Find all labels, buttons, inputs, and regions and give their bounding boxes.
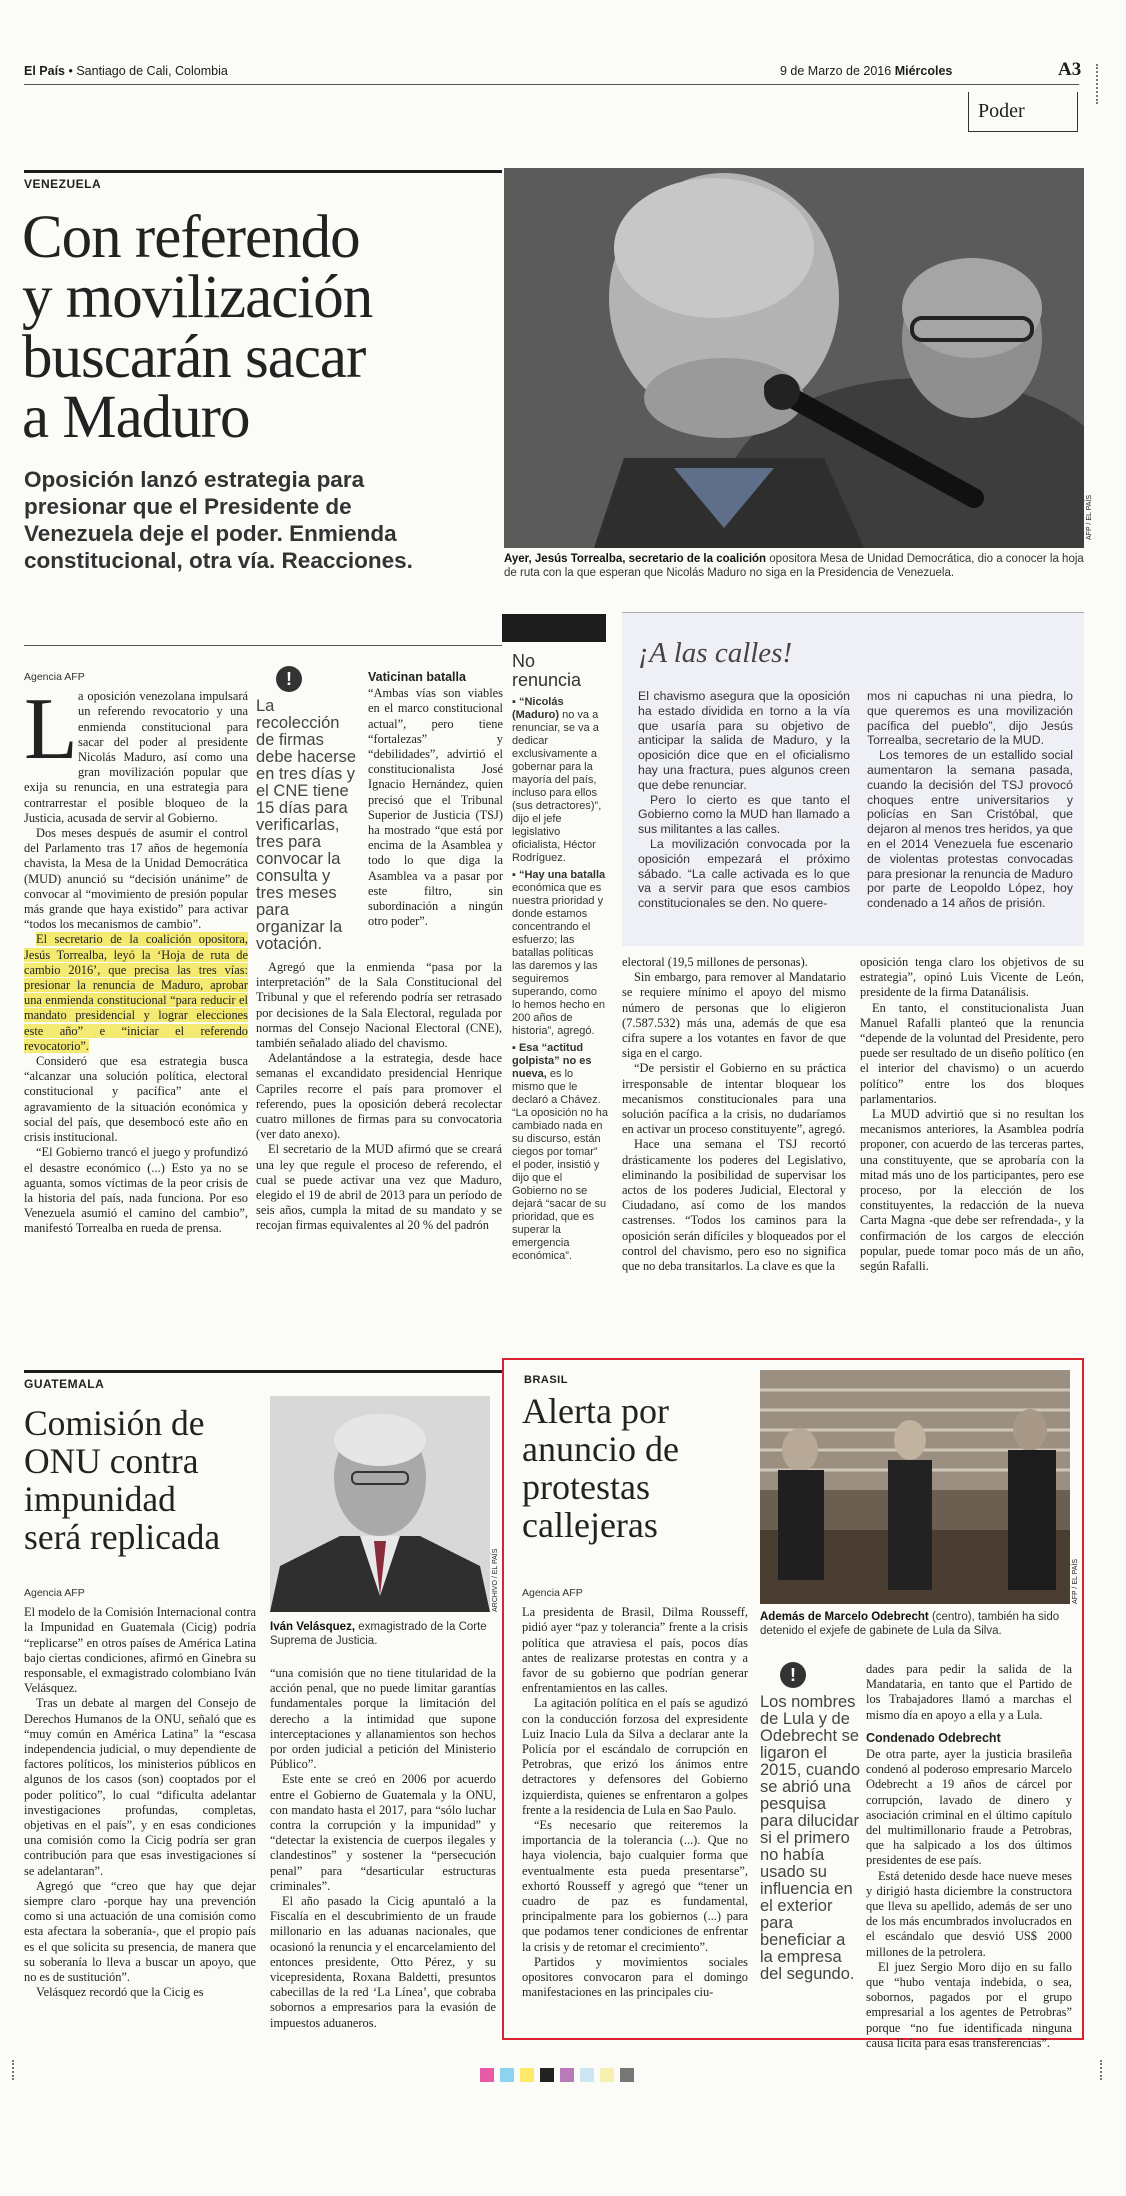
venezuela-column-1 <box>24 670 248 1237</box>
page-date <box>780 64 952 78</box>
paragraph: “Es necesario que reiteremos la importancia de la tolerancia (...). Que no haya violencia, bajo cualquier forma que eventualmente esta pueda presentarse”, exhortó Rousseff y agregó que “tener un cuadro de paz es fundamental, principalmente para los gobiernos (...) para que podamos tener condiciones de enfrentar la crisis y de retomar el crecimiento”. <box>522 1818 748 1954</box>
paragraph: En tanto, el constitucionalista Juan Manuel Rafalli planteó que la renuncia “depende de la voluntad del Presidente, pero puede ser resultado de un diseño político (en el interior del chavismo) o un acuerdo político” entre los dos bloques parlamentarios. <box>860 1000 1084 1106</box>
headline-line: impunidad <box>24 1479 176 1519</box>
venezuela-deck <box>24 466 510 574</box>
page-header <box>24 64 1124 86</box>
headline-line: callejeras <box>522 1505 658 1545</box>
quote-text: Los nombres de Lula y de Odebrecht se ligaron el 2015, cuando se abrió una pesquisa para dilucidar si el primero no había usado su influencia en el exterior para beneficiar a la empresa del segundo. <box>760 1693 861 1983</box>
highlighted-text: El secretario de la coalición opositora, Jesús Torrealba, leyó la ‘Hoja de ruta de cambio 2016’, que precisa las tres vías: presionar la renuncia de Maduro, aprobar una enmienda constitucional “para reducir el mandato presidencial y lograr elecciones este año” e “iniciar el referendo revocatorio”. <box>24 932 248 1053</box>
paragraph: El secretario de la MUD afirmó que se creará una ley que regule el proceso de referendo, el cual se puede activar una vez que Maduro, elegido el 19 de abril de 2013 para un período de seis años, cumpla la mitad de su mandato y se recojan firmas equivalentes al 20 % del padrón <box>256 1142 502 1233</box>
quote-text: La recolección de firmas debe hacerse en tres días y el CNE tiene 15 días para verificarlas, tres para convocar la consulta y tres meses para organizar la votación. <box>256 697 356 953</box>
guatemala-photo-credit: ARCHIVO / EL PAÍS <box>492 1548 499 1612</box>
deck-line: presionar que el Presidente de <box>24 494 352 519</box>
caption-rest: exmagistrado de la Corte Suprema de Justicia. <box>270 1621 487 1647</box>
bullet: ▪ <box>512 1042 519 1054</box>
deck-line: Oposición lanzó estrategia para <box>24 467 365 492</box>
paragraph: oposición tenga claro los objetivos de su estrategia”, opinó Luis Vicente de León, presidente de la firma Datanálisis. <box>860 955 1084 1000</box>
paragraph: mos ni capuchas ni una piedra, lo que queremos es una movilización pacífica del pueblo”, dijo Jesús Torrealba, secretario de la MUD. <box>867 689 1073 748</box>
headline-line: Con referendo <box>22 204 360 271</box>
headline-line: a Maduro <box>22 384 250 451</box>
sidebar-title: No renuncia <box>512 651 582 690</box>
paragraph: Consideró que esa estrategia busca “alcanzar una solución política, electoral constitucional y pacífica” ante el agravamiento de la situación económica y social del país, que desembocó este año en crisis institucional. <box>24 1054 248 1145</box>
color-swatch <box>560 2068 574 2082</box>
paragraph: La MUD advirtió que si no resultan los mecanismos anteriores, la Asamblea podría proponer, con acuerdo de las terceras partes, una constituyente, que se aprobaría con la mitad más uno de los participantes, pero ese proceso, por la elección de los constituyentes, la redacción de la nueva Carta Magna -que debe ser refrendada-, y la confirmación de los cargos de elección popular, puede tomar poco más de un año, según Rafalli. <box>860 1107 1084 1274</box>
sidebar-item <box>512 1042 608 1263</box>
headline-line: Alerta por <box>522 1391 669 1431</box>
subhead: Condenado Odebrecht <box>866 1730 1001 1745</box>
paragraph: Partidos y movimientos sociales opositores convocaron para el domingo manifestaciones en las principales ciu- <box>522 1954 748 2000</box>
venezuela-rule <box>24 645 502 646</box>
paragraph: dades para pedir la salida de la Mandataria, en tanto que el Partido de los Trabajadores llamó a marchas el mismo día en apoyo a ella y a Lula. <box>866 1662 1072 1722</box>
brasil-photo <box>760 1370 1070 1604</box>
venezuela-quote <box>256 666 360 953</box>
brasil-column-1 <box>522 1586 748 2000</box>
guatemala-headline <box>24 1404 264 1556</box>
headline-line: protestas <box>522 1467 650 1507</box>
paragraph: “De persistir el Gobierno en su práctica irresponsable de intentar bloquear los mecanismos constitucionales para una solución pacífica a la crisis, no dudaríamos en activar un proceso constituyente”, agregó. <box>622 1061 846 1137</box>
registration-marks <box>480 2068 650 2082</box>
paragraph: “una comisión que no tiene titularidad de la acción penal, que no puede limitar garantías fundamentales porque la limitación del derecho a la intimidad que supone interceptaciones y allanamientos son hechos por orden judicial a petición del Ministerio Público”. <box>270 1666 496 1772</box>
guatemala-byline: Agencia AFP <box>24 1587 85 1599</box>
deck-line: Venezuela deje el poder. Enmienda <box>24 521 397 546</box>
sidebar-lead: “Hay una batalla <box>518 869 606 881</box>
deck-line: constitucional, otra vía. Reacciones. <box>24 548 413 573</box>
bullet: ▪ <box>512 869 519 881</box>
paragraph: El chavismo asegura que la oposición ha estado dividida en torno a la vía que usaría para su objetivo de anticipar la salida de Maduro, y la oposición dice que en el oficialismo hay una fractura, pues algunos creen que debe renunciar. <box>638 689 850 792</box>
venezuela-kicker: VENEZUELA <box>24 170 502 191</box>
brasil-kicker: BRASIL <box>524 1374 568 1386</box>
caption-bold: Iván Velásquez, <box>270 1621 356 1633</box>
brasil-caption <box>760 1610 1072 1638</box>
color-swatch <box>600 2068 614 2082</box>
paragraph: Este ente se creó en 2006 por acuerdo entre el Gobierno de Guatemala y la ONU, con mandato hasta el 2017, para “sólo luchar contra la corrupción y la impunidad” y “detectar la existencia de cuerpos ilegales y clandestinos” y sostener la “persecución penal” para “desarticular estructuras criminales”. <box>270 1772 496 1893</box>
bullet: ▪ <box>512 696 519 708</box>
quote-mark-icon: ! <box>276 666 302 692</box>
paragraph: Dos meses después de asumir el control del Parlamento tras 17 años de hegemonía chavista, la Mesa de la Unidad Democrática (MUD) anunció su “decisión unánime” de convocar al “movimiento de presión popular más grande que haya existido” para activar “todos los mecanismos de cambio”. <box>24 826 248 932</box>
brasil-byline: Agencia AFP <box>522 1587 583 1599</box>
headline-line: buscarán sacar <box>22 324 366 391</box>
brasil-quote <box>760 1662 860 1983</box>
paragraph: De otra parte, ayer la justicia brasileña condenó al poderoso empresario Marcelo Odebrecht a 19 años de cárcel por corrupción, lavado de dinero y asociación criminal en el último capítulo del multimillonario fraude a Petrobras, que ha salpicado a los dos últimos presidentes de ese país. <box>866 1747 1072 1868</box>
paragraph: Agregó que la enmienda “pasa por la interpretación” de la Sala Constitucional del Tribunal y que el referendo podría ser retrasado por decisiones de la Sala Electoral, regulada por normas del Consejo Nacional Electoral (CNE), también señalado aliado del chavismo. <box>256 960 502 1051</box>
headline-line: anuncio de <box>522 1429 679 1469</box>
brasil-headline <box>522 1392 752 1544</box>
venezuela-column-3-cont <box>256 960 502 1234</box>
color-swatch <box>520 2068 534 2082</box>
quote-mark-icon: ! <box>780 1662 806 1688</box>
venezuela-photo <box>504 168 1084 548</box>
sidebar-text: económica que es nuestra prioridad y donde estamos concentrando el esfuerzo; las batallas políticas las daremos y las seguiremos superando, como lo hemos hecho en 200 años de historia”, agregó. <box>512 882 605 1037</box>
paragraph: Velásquez recordó que la Cicig es <box>36 1985 204 2000</box>
sidebar-item <box>512 869 608 1038</box>
color-swatch <box>620 2068 634 2082</box>
caption-rest: (centro), también ha sido detenido el exjefe de gabinete de Lula da Silva. <box>760 1611 1060 1637</box>
paragraph: “Ambas vías son viables en el marco constitucional actual”, pero tiene “fortalezas” y “debilidades”, advirtió el constitucionalista José Ignacio Hernández, quien precisó que el Tribunal Superior de Justicia (TSJ) ha mostrado “que está por encima de la Asamblea y todo lo que diga la Asamblea va a pasar por este filtro, sin subordinación a ningún otro poder”. <box>368 686 503 929</box>
venezuela-headline <box>22 204 512 451</box>
sidebar-text: es lo mismo que le declaró a Chávez. “La oposición no ha cambiado nada en su discurso, están ciegos por tomar” el poder, insistió y dijo que el Gobierno no se dejará “sacar de su prioridad, que es superar la emergencia económica”. <box>512 1068 609 1262</box>
paragraph: Tras un debate al margen del Consejo de Derechos Humanos de la ONU, señaló que es “muy común en América Latina” la “escasa independencia judicial, o muy dependiente de factores políticos, los ministerios públicos en algunos de los casos (son) cooptados por el poder político”, lo cual “dificulta adelantar investigaciones profundas, completas, objetivas en el país”, y en esas condiciones una comisión como la Cicig podría ser gran contribución para que esas investigaciones sí se adelantaran”. <box>24 1696 256 1878</box>
bottom-margin-dots <box>12 2060 14 2080</box>
torrealba-photo-illustration <box>504 168 1084 548</box>
a-las-calles-box <box>622 612 1084 946</box>
venezuela-column-5 <box>622 955 846 1274</box>
paragraph: El modelo de la Comisión Internacional contra la Impunidad en Guatemala (Cicig) podría “replicarse” en otros países de América Latina bajo ciertas condiciones, afirmó en Ginebra su responsable, el exmagistrado colombiano Iván Velásquez. <box>24 1605 256 1696</box>
sidebar-rule <box>502 614 606 642</box>
velasquez-photo-illustration <box>270 1396 490 1612</box>
caption-rest: opositora Mesa de Unidad Democrática, dio a conocer la hoja de ruta con la que esperan que Nicolás Maduro no siga en la Presidencia de Venezuela. <box>504 553 1084 579</box>
venezuela-column-6 <box>860 955 1084 1274</box>
sidebar-lead: “Nicolás (Maduro) <box>512 696 564 721</box>
margin-dots <box>1096 64 1100 104</box>
caption-bold: Ayer, Jesús Torrealba, secretario de la coalición <box>504 553 767 565</box>
guatemala-kicker: GUATEMALA <box>24 1370 502 1391</box>
headline-line: ONU contra <box>24 1441 199 1481</box>
venezuela-caption <box>504 552 1084 580</box>
paragraph: El juez Sergio Moro dijo en su fallo que “hubo ventaja indebida, o sea, sobornos, pagados por el grupo empresarial a los agentes de Petrobras” porque “no fue identificada ninguna causa lícita para esas transferencias”. <box>866 1959 1072 2050</box>
paragraph: Hace una semana el TSJ recortó drásticamente los poderes del Legislativo, eliminando la posibilidad de supervisar los actos de los poderes Judicial, Electoral y Ciudadano, así como de los mandos castrenses. “Todos los caminos para la oposición serán difíciles y bloqueados por el control del chavismo, pero eso no significa que no deba transitarlos. La clave es que la <box>622 1137 846 1274</box>
box-column-2 <box>867 689 1073 911</box>
color-swatch <box>580 2068 594 2082</box>
venezuela-photo-credit: AFP / EL PAÍS <box>1086 494 1093 540</box>
brasil-photo-credit: AFP / EL PAÍS <box>1072 1558 1079 1604</box>
paragraph: La presidenta de Brasil, Dilma Rousseff, pidió ayer “paz y tolerancia” frente a la crisis política que atraviesa el país, pocos días antes de realizarse protestas en contra y a favor de su gobierno que podrían generar enfrentamientos en las calles. <box>522 1605 748 1696</box>
paper-location: Santiago de Cali, Colombia <box>76 64 228 78</box>
weekday-text: Miércoles <box>894 64 953 78</box>
brasil-column-3 <box>866 1662 1072 2051</box>
header-rule <box>24 84 1079 85</box>
venezuela-column-3 <box>368 670 503 929</box>
paragraph: La movilización convocada por la oposición empezará el próximo sábado. “La calle activada es lo que va a servir para que esos cambios constitucionales se den. No quere- <box>638 836 850 911</box>
venezuela-byline: Agencia AFP <box>24 671 85 683</box>
bottom-right-dots <box>1100 2060 1102 2080</box>
header-sep: • <box>68 64 77 78</box>
color-swatch <box>500 2068 514 2082</box>
drop-cap: L <box>24 681 78 779</box>
odebrecht-photo-illustration <box>760 1370 1070 1604</box>
guatemala-photo <box>270 1396 490 1612</box>
box-column-1 <box>638 689 850 911</box>
subhead: Vaticinan batalla <box>368 670 466 684</box>
paragraph: Adelantándose a la estrategia, desde hace semanas el excandidato presidencial Henrique Capriles recorre el país para promover el referendo, pues la oposición deberá recolectar cuatro millones de firmas para su convocatoria (ver dato anexo). <box>256 1051 502 1142</box>
paper-name: El País <box>24 64 65 78</box>
color-swatch <box>480 2068 494 2082</box>
no-renuncia-sidebar <box>512 696 608 1263</box>
paragraph: “El Gobierno trancó el juego y profundizó el desastre económico (...) Esto ya no se aguanta, somos víctimas de la peor crisis de la historia del país, nada funciona. Por eso Venezuela asumió el camino del cambio”, manifestó Torrealba en rueda de prensa. <box>24 1145 248 1236</box>
headline-line: Comisión de <box>24 1403 205 1443</box>
paragraph: El año pasado la Cicig apuntaló a la Fiscalía en el descubrimiento de un fraude millonario en las aduanas nacionales, que ocasionó la renuncia y el encarcelamiento del entonces presidente, Otto Pérez, y su vicepresidenta, Roxana Baldetti, presuntos cabecillas de la red ‘La Línea’, que cobraba sobornos a empresarios para la evasión de impuestos aduaneros. <box>270 1894 496 2030</box>
sidebar-item <box>512 696 608 865</box>
guatemala-caption <box>270 1620 490 1648</box>
sidebar-lead: Esa “actitud golpista” no es nueva, <box>512 1042 592 1080</box>
headline-line: será replicada <box>24 1517 221 1557</box>
paragraph: Está detenido desde hace nueve meses y dirigió hasta diciembre la constructora que lleva su apellido, además de ser uno de los más encumbrados involucrados en el escándalo que desvió US$ 2000 millones de la petrolera. <box>866 1868 1072 1959</box>
section-name: Poder <box>978 100 1025 122</box>
guatemala-column-1 <box>24 1586 256 2000</box>
caption-bold: Además de Marcelo Odebrecht <box>760 1611 929 1623</box>
paragraph: Los temores de un estallido social aumentaron la semana pasada, cuando la decisión del TSJ provocó choques entre universitarios y policías en San Cristóbal, que dejaron al menos tres heridos, ya que en el 2014 Venezuela fue escenario de violentas protestas convocadas para presionar la renuncia de Maduro por parte de Leopoldo López, hoy condenado a 14 años de prisión. <box>867 748 1073 911</box>
page-number: A3 <box>1058 59 1082 80</box>
paragraph: a oposición venezolana impulsará un referendo revocatorio y una enmienda constitucional para sacar del poder al presidente Nicolás Maduro, así como una gran movilización popular que exija su renuncia, en una estrategia para contrarrestar el posible bloqueo de la Justicia, acusada de servir al Gobierno. <box>24 689 248 825</box>
color-swatch <box>540 2068 554 2082</box>
paragraph: Sin embargo, para remover al Mandatario se requiere mínimo el apoyo del mismo número de personas que lo eligieron (7.587.532) más una, además de que esa cifra supere a los votantes en favor de que siga en el cargo. <box>622 970 846 1061</box>
date-text: 9 de Marzo de 2016 <box>780 64 892 78</box>
paragraph: Agregó que “creo que hay que dejar siempre claro -porque hay una prevención como si una actuación de una comisión como esta afectara la soberanía-, que el propio país es el que solicita su presencia, de manera que su soberanía lo lleva a buscar un apoyo, que no es de sustitución”. <box>24 1878 256 1985</box>
paragraph: Pero lo cierto es que tanto el Gobierno como la MUD han llamado a sus militantes a las calles. <box>638 792 850 837</box>
paragraph: La agitación política en el país se agudizó con la conducción forzosa del expresidente Luiz Inacio Lula da Silva a declarar ante la Policía por el escándalo de corrupción en Petrobras, que erizó los ánimos entre detractores y defensores del Gobierno izquierdista, quienes se enfrentaron a golpes frente a la residencia de Lula en Sao Paulo. <box>522 1696 748 1817</box>
paragraph <box>24 932 248 1054</box>
sidebar-text: no va a renunciar, se va a dedicar exclusivamente a gobernar para la mayoría del país, incluso para ellos (sus detractores)”, dijo el jefe legislativo oficialista, Héctor Rodríguez. <box>512 709 602 864</box>
headline-line: y movilización <box>22 264 373 331</box>
box-title: ¡A las calles! <box>638 637 793 669</box>
guatemala-column-2 <box>270 1666 496 2031</box>
paragraph: electoral (19,5 millones de personas). <box>622 955 808 969</box>
